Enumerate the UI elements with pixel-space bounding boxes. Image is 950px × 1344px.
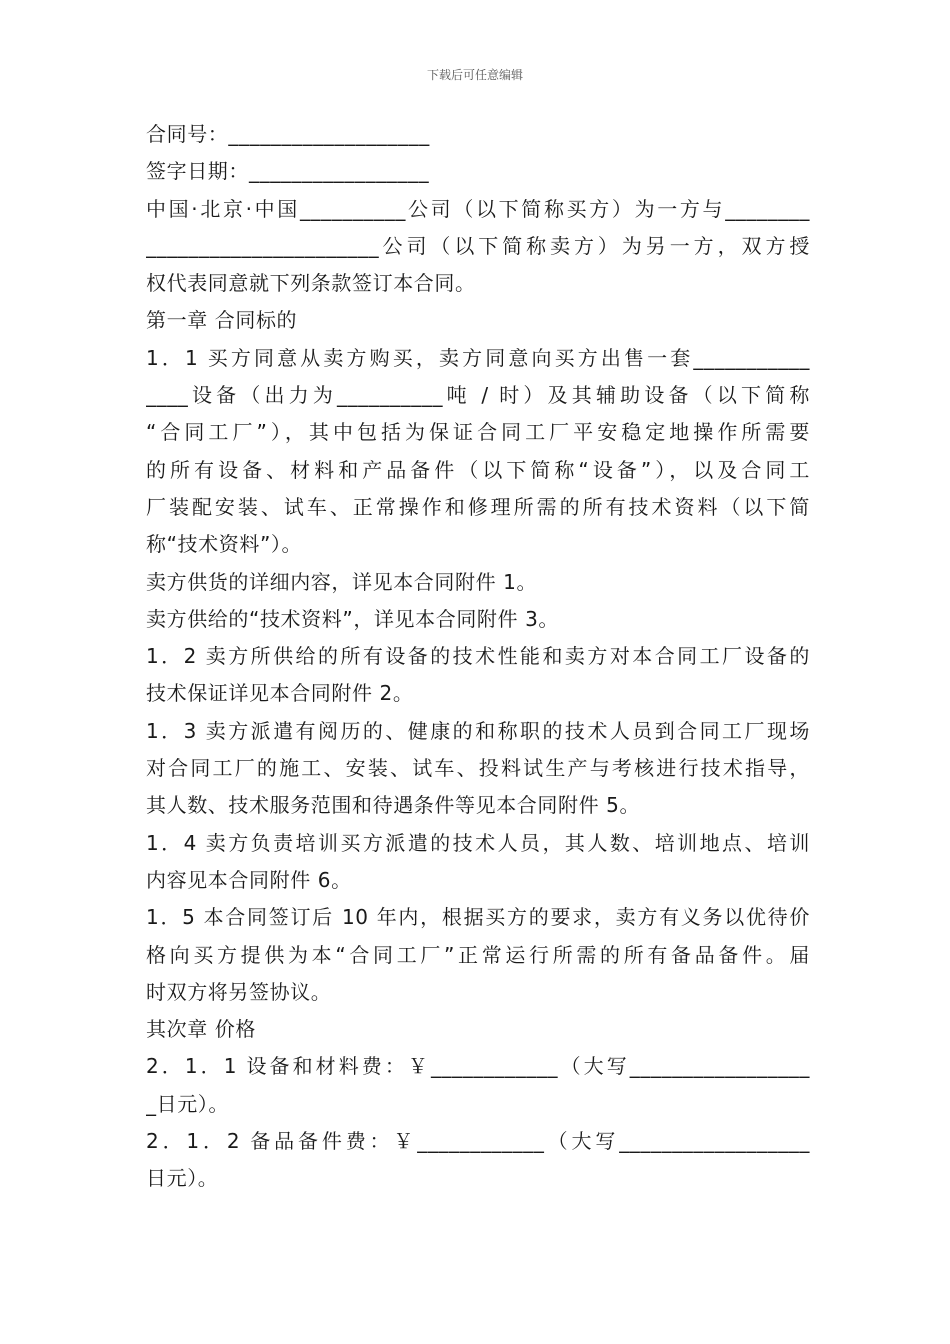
clause-1-1-line-1: 1．1 买方同意从卖方购买，卖方同意向买方出售一套___________ (146, 345, 810, 370)
clause-1-5-line-1: 1．5 本合同签订后 10 年内，根据买方的要求，卖方有义务以优待价 (146, 905, 810, 930)
clause-1-2-line-2: 技术保证详见本合同附件 2。 (146, 681, 414, 706)
clause-2-1-2-line-2: 日元）。 (146, 1166, 219, 1191)
clause-2-1-1-line-1: 2．1．1 设备和材料费：￥____________（大写_________________ (146, 1054, 810, 1079)
clause-1-5-line-2: 格向买方提供为本“合同工厂”正常运行所需的所有备品备件。届 (146, 942, 810, 967)
clause-1-1-line-4: 的所有设备、材料和产品备件（以下简称“设备”），以及合同工 (146, 457, 810, 482)
clause-2-1-2-line-1: 2．1．2 备品备件费：￥____________（大写__________________ (146, 1129, 810, 1154)
signing-date-line: 签字日期：_________________ (146, 159, 430, 184)
clause-1-1-line-5: 厂装配安装、试车、正常操作和修理所需的所有技术资料（以下简 (146, 494, 810, 519)
clause-1-3-line-1: 1．3 卖方派遣有阅历的、健康的和称职的技术人员到合同工厂现场 (146, 718, 810, 743)
contract-body (146, 116, 810, 1198)
tech-docs-line: 卖方供给的“技术资料”，详见本合同附件 3。 (146, 606, 560, 631)
chapter-2-heading: 其次章 价格 (146, 1017, 256, 1042)
chapter-1-heading: 第一章 合同标的 (146, 308, 298, 333)
parties-line-3: 权代表同意就下列条款签订本合同。 (146, 271, 476, 296)
clause-1-3-line-3: 其人数、技术服务范围和待遇条件等见本合同附件 5。 (146, 793, 641, 818)
clause-1-4-line-2: 内容见本合同附件 6。 (146, 867, 352, 892)
clause-1-1-line-2: ____设备（出力为__________吨 / 时）及其辅助设备（以下简称 (146, 383, 810, 408)
clause-1-3-line-2: 对合同工厂的施工、安装、试车、投料试生产与考核进行技术指导， (146, 756, 810, 781)
parties-line-2: ______________________公司（以下简称卖方）为另一方，双方授 (146, 233, 810, 258)
clause-1-2-line-1: 1．2 卖方所供给的所有设备的技术性能和卖方对本合同工厂设备的 (146, 644, 810, 669)
clause-1-1-line-6: 称“技术资料”）。 (146, 532, 303, 557)
supply-detail-line: 卖方供货的详细内容，详见本合同附件 1。 (146, 569, 538, 594)
clause-1-5-line-3: 时双方将另签协议。 (146, 979, 332, 1004)
clause-1-1-line-3: “合同工厂”），其中包括为保证合同工厂平安稳定地操作所需要 (146, 420, 810, 445)
parties-line-1: 中国·北京·中国__________公司（以下简称买方）为一方与________ (146, 196, 810, 221)
clause-1-4-line-1: 1．4 卖方负责培训买方派遣的技术人员，其人数、培训地点、培训 (146, 830, 810, 855)
page-header-note: 下载后可任意编辑 (426, 68, 523, 82)
clause-2-1-1-line-2: _日元）。 (146, 1091, 229, 1116)
contract-number-line: 合同号：___________________ (146, 122, 430, 146)
